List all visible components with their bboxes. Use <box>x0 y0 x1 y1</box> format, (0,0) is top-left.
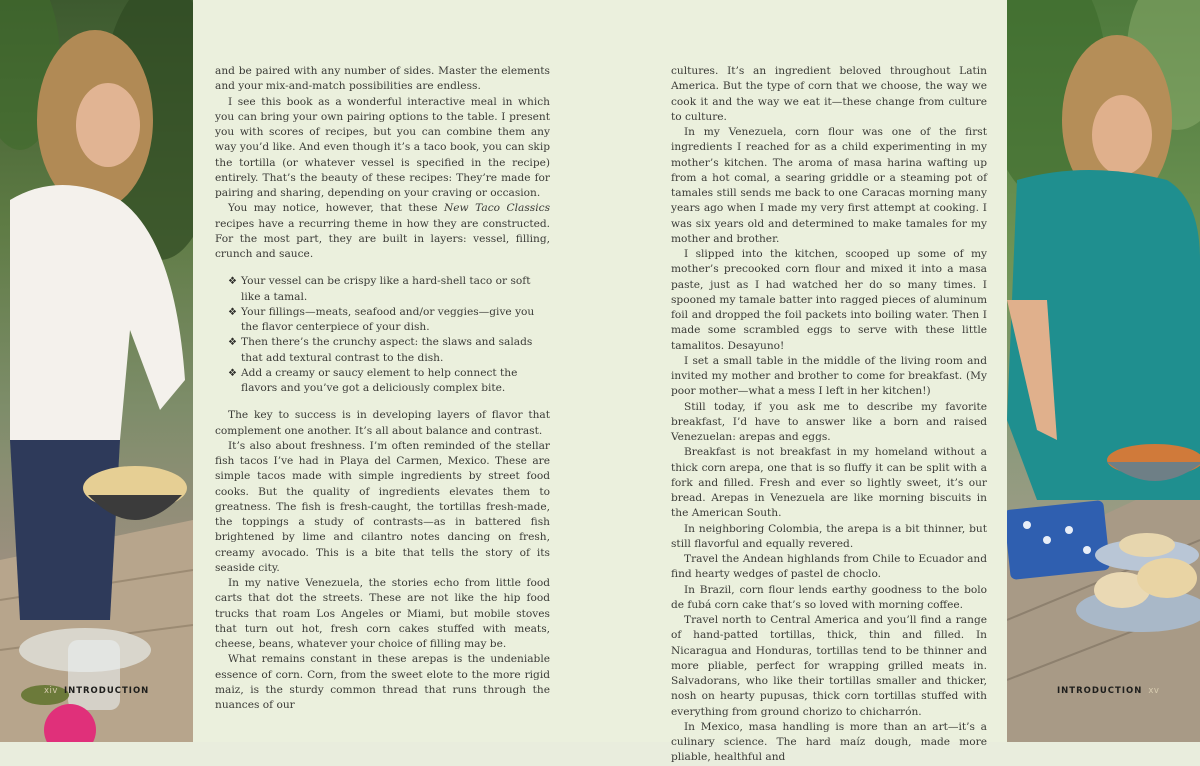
book-title: New Taco Classics <box>444 202 550 215</box>
paragraph: Travel north to Central America and you’ll find a range of hand-patted tortillas, thick, thin and filled. In Nicaragua and Honduras, tortillas tend to be thinner and more pliable, perfect for wrapping grilled meats in. Salvadorans, who like their tortillas smaller and thicker, nosh on hearty pupusas, thick corn tortillas stuffed with everything from ground chorizo to chicharrón. <box>671 614 987 718</box>
right-photo <box>1007 0 1200 742</box>
paragraph: The key to success is in developing layers of flavor that complement one another. It’s all about balance and contrast. <box>215 409 550 437</box>
page-number: xv <box>1148 686 1160 696</box>
left-photo <box>0 0 193 742</box>
running-head: INTRODUCTION <box>63 686 150 696</box>
right-page <box>600 0 1007 764</box>
paragraph: and be paired with any number of sides. Master the elements and your mix-and-match possibilities are endless. <box>215 65 550 93</box>
paragraph: I slipped into the kitchen, scooped up some of my mother’s precooked corn flour and mixed it into a masa paste, just as I had watched her do so many times. I spooned my tamale batter into ragged pieces of aluminum foil and dropped the foil packets into boiling water. Then I made some scrambled eggs to serve with these little tamalitos. Desayuno! <box>671 248 987 352</box>
paragraph: Travel the Andean highlands from Chile to Ecuador and find hearty wedges of pastel de choclo. <box>671 553 987 581</box>
paragraph: I see this book as a wonderful interactive meal in which you can bring your own pairing options to the table. I present you with scores of recipes, but you can combine them any way you’d like. And even though it’s a taco book, you can skip the tortilla (or whatever vessel is specified in the recipe) entirely. That’s the beauty of these recipes: They’re made for pairing and sharing, depending on your craving or occasion. <box>215 95 550 199</box>
list-item: ❖ Then there’s the crunchy aspect: the slaws and salads that add textural contrast to the dish. <box>228 336 533 364</box>
paragraph: In Brazil, corn flour lends earthy goodness to the bolo de fubá corn cake that’s so loved with morning coffee. <box>671 583 987 611</box>
page-number: xiv <box>44 686 58 696</box>
bullet-diamond-icon: ❖ <box>228 276 237 288</box>
bullet-diamond-icon: ❖ <box>228 337 237 349</box>
list-item: ❖ Your fillings—meats, seafood and/or veggies—give you the flavor centerpiece of your dish. <box>228 305 535 333</box>
paragraph: Breakfast is not breakfast in my homeland without a thick corn arepa, one that is so fluffy it can be split with a fork and filled. Fresh and ever so lightly sweet, it’s our bread. Arepas in Venezuela are like morning biscuits in the American South. <box>671 446 987 520</box>
paragraph: I set a small table in the middle of the living room and invited my mother and brother to come for breakfast. (My poor mother—what a mess I left in her kitchen!) <box>671 354 987 398</box>
list-item: ❖ Your vessel can be crispy like a hard-shell taco or soft like a tamal. <box>228 275 531 303</box>
left-photo-illustration <box>0 0 193 742</box>
paragraph: What remains constant in these arepas is the undeniable essence of corn. Corn, from the sweet elote to the more rigid maiz, is the sturdy common thread that runs through the nuances of our <box>215 653 550 711</box>
left-folio <box>38 686 149 696</box>
paragraph: Still today, if you ask me to describe my favorite breakfast, I’d have to answer like a born and raised Venezuelan: arepas and eggs. <box>671 400 987 443</box>
paragraph: In my Venezuela, corn flour was one of the first ingredients I reached for as a child experimenting in my mother’s kitchen. The aroma of masa harina wafting up from a hot comal, a searing griddle or a steaming pot of tamales still sends me back to one Caracas morning many years ago when I made my very first attempt at cooking. I was six years old and determined to make tamales for my mother and brother. <box>671 126 987 245</box>
left-page <box>193 0 600 742</box>
running-head: INTRODUCTION <box>1057 686 1143 696</box>
left-page-text <box>215 64 550 713</box>
paragraph: In my native Venezuela, the stories echo from little food carts that dot the streets. These are not like the hip food trucks that roam Los Angeles or Miami, but mobile stoves that turn out hot, fresh corn cakes stuffed with meats, cheese, beans, whatever your choice of filling may be. <box>215 577 550 650</box>
right-photo-illustration <box>1007 0 1200 742</box>
paragraph: In neighboring Colombia, the arepa is a bit thinner, but still flavorful and equally revered. <box>671 522 987 550</box>
bullet-diamond-icon: ❖ <box>228 367 237 379</box>
paragraph: You may notice, however, that these New Taco Classics recipes have a recurring theme in how they are constructed. For the most part, they are built in layers: vessel, filling, crunch and sauce. <box>215 202 550 260</box>
right-folio <box>1057 686 1165 696</box>
paragraph: It’s also about freshness. I’m often reminded of the stellar fish tacos I’ve had in Playa del Carmen, Mexico. These are simple tacos made with simple ingredients by street food cooks. But the quality of ingredients elevates them to greatness. The fish is fresh-caught, the tortillas fresh-made, the toppings a study of contrasts—as in battered fish brightened by lime and cilantro notes dancing on fresh, creamy avocado. This is a bite that tells the story of its seaside city. <box>215 439 550 574</box>
layer-list <box>215 274 550 396</box>
right-page-text <box>671 64 987 766</box>
paragraph: In Mexico, masa handling is more than an art—it’s a culinary science. The hard maíz dough, made more pliable, healthful and <box>671 720 987 764</box>
bullet-diamond-icon: ❖ <box>228 306 237 318</box>
list-item: ❖ Add a creamy or saucy element to help connect the flavors and you’ve got a deliciously complex bite. <box>228 366 518 394</box>
paragraph: cultures. It’s an ingredient beloved throughout Latin America. But the type of corn that we choose, the way we cook it and the way we eat it—these change from culture to culture. <box>671 65 987 123</box>
